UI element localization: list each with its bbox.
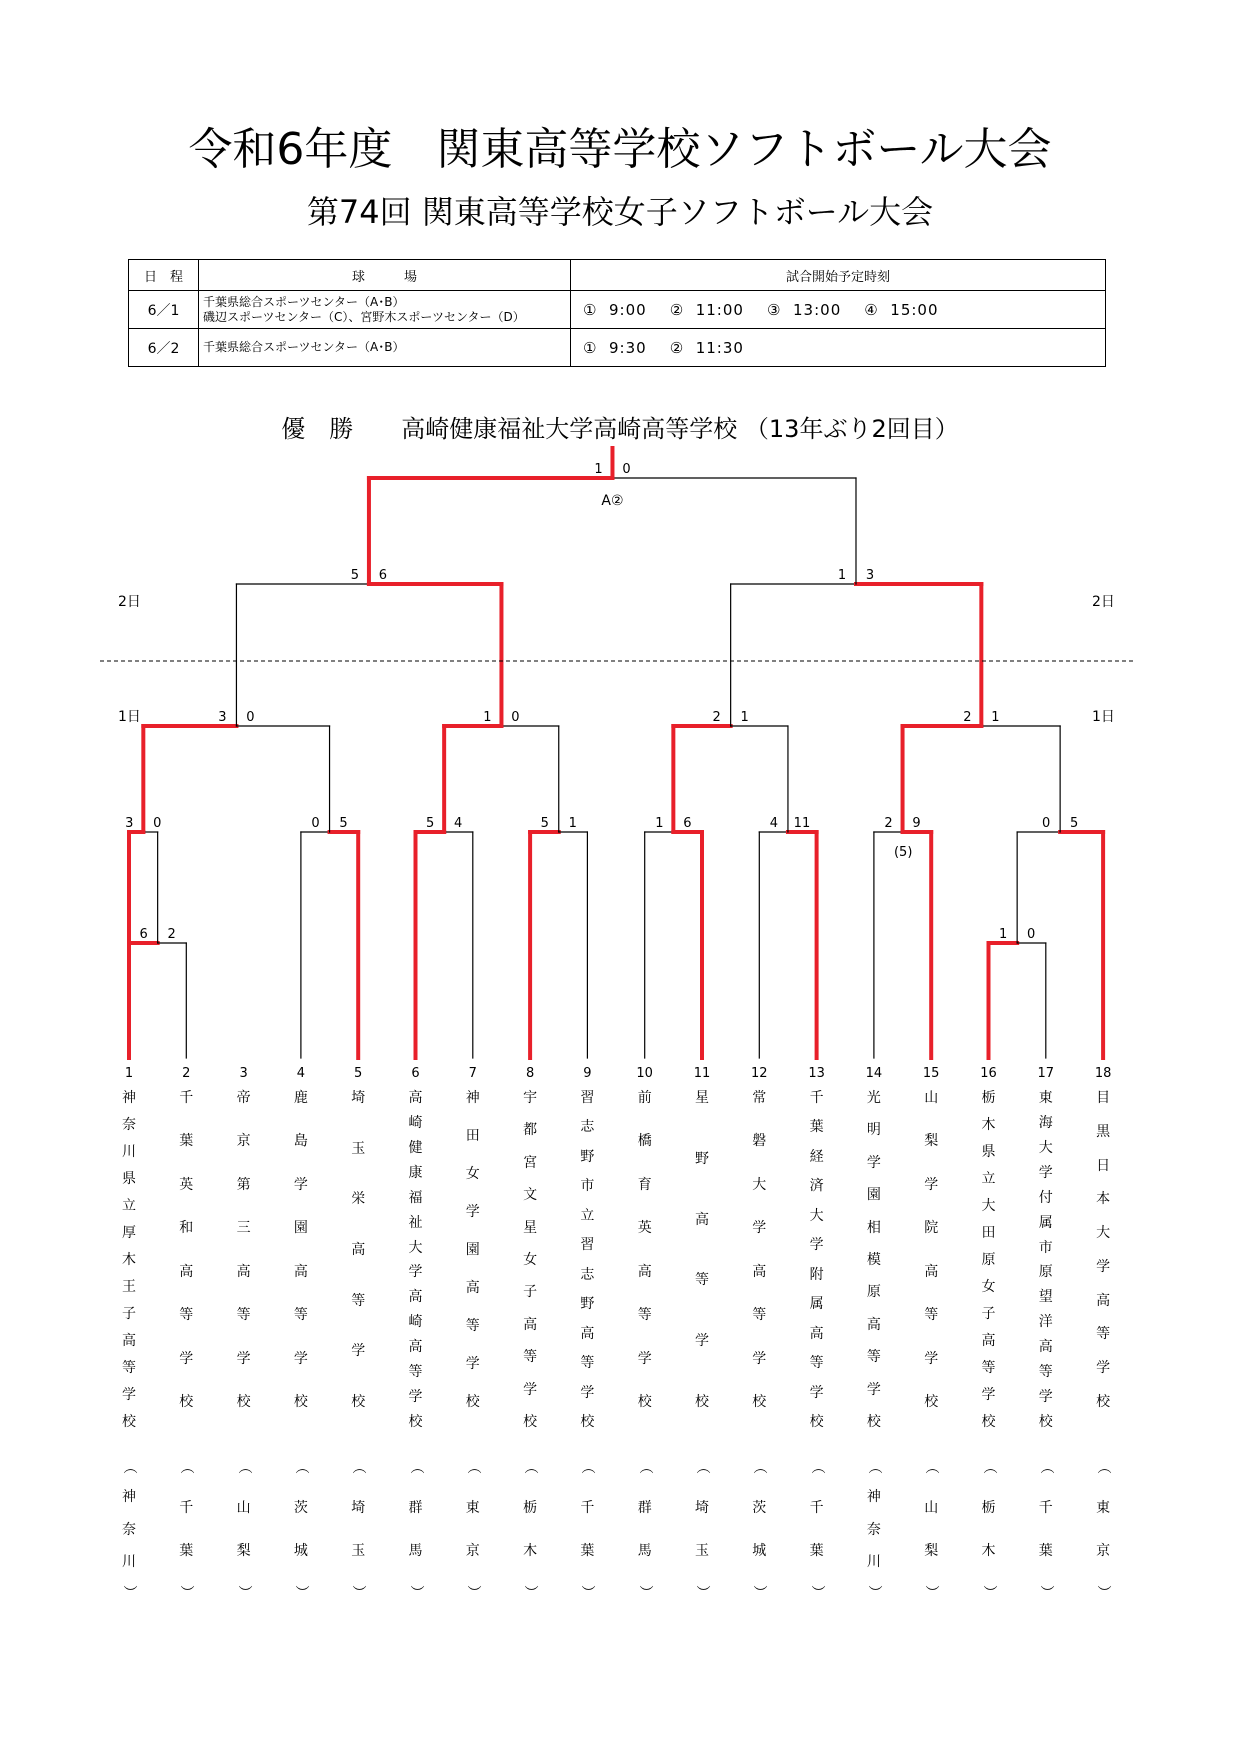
team-name: 東 海 大 学 付 属 市 原 望 洋 高 等 学 校 xyxy=(1038,1090,1053,1430)
team-number: 13 xyxy=(808,1066,825,1081)
team-name: 星 野 高 等 学 校 xyxy=(695,1090,709,1410)
schedule-header-venue: 球 場 xyxy=(199,260,571,291)
schedule-venue-line: 磯辺スポーツセンター（C）、宮野木スポーツセンター（D） xyxy=(203,309,525,324)
schedule-times: ① 9:30 ② 11:30 xyxy=(571,329,1106,367)
match-score-right: 2 xyxy=(167,927,176,942)
team-name: 前 橋 育 英 高 等 学 校 xyxy=(637,1090,652,1410)
team-name: 宇 都 宮 文 星 女 子 高 等 学 校 xyxy=(523,1090,538,1430)
match-score-right: 1 xyxy=(991,710,1000,725)
match-score-left: 5 xyxy=(540,816,549,831)
day2-label-left: 2日 xyxy=(118,594,141,610)
match-score-right: 1 xyxy=(568,816,577,831)
day2-label-right: 2日 xyxy=(1092,594,1115,610)
team-number: 14 xyxy=(865,1066,883,1081)
team-prefecture: （ 千 葉 ） xyxy=(1037,1460,1054,1599)
team-name: 千 葉 経 済 大 学 附 属 高 等 学 校 xyxy=(809,1090,824,1430)
team-number: 3 xyxy=(239,1066,248,1081)
team-prefecture: （ 千 葉 ） xyxy=(579,1460,596,1599)
match-score-left: 0 xyxy=(1041,816,1051,831)
team-prefecture: （ 埼 玉 ） xyxy=(694,1460,710,1599)
team-name: 高 崎 健 康 福 祉 大 学 高 崎 高 等 学 校 xyxy=(408,1090,423,1430)
match-score-right: 0 xyxy=(511,710,520,725)
team-number: 15 xyxy=(922,1066,940,1081)
team-prefecture: （ 栃 木 ） xyxy=(522,1460,539,1599)
team-prefecture: （ 東 京 ） xyxy=(1095,1460,1112,1599)
team-number: 8 xyxy=(525,1066,535,1081)
team-prefecture: （ 群 馬 ） xyxy=(636,1460,653,1599)
team-number: 2 xyxy=(182,1066,191,1081)
match-score-right: 0 xyxy=(622,462,631,477)
schedule-date: 6／1 xyxy=(129,291,199,329)
team-name: 千 葉 英 和 高 等 学 校 xyxy=(179,1090,194,1410)
team-number: 1 xyxy=(124,1066,134,1081)
team-prefecture: （ 群 馬 ） xyxy=(407,1460,424,1599)
team-name: 目 黒 日 本 大 学 高 等 学 校 xyxy=(1096,1090,1111,1410)
team-name: 埼 玉 栄 高 等 学 校 xyxy=(351,1090,366,1410)
match-score-right: 6 xyxy=(683,816,692,831)
champion-note: （13年ぶり2回目） xyxy=(744,415,959,443)
match-score-left: 1 xyxy=(837,568,847,583)
schedule-header-date: 日 程 xyxy=(129,260,199,291)
team-name: 栃 木 県 立 大 田 原 女 子 高 等 学 校 xyxy=(981,1090,996,1430)
match-score-left: 5 xyxy=(426,816,435,831)
match-score-left: 4 xyxy=(769,816,779,831)
team-number: 11 xyxy=(693,1066,711,1081)
team-name: 常 磐 大 学 高 等 学 校 xyxy=(752,1090,767,1410)
match-score-left: 1 xyxy=(655,816,664,831)
match-score-left: 2 xyxy=(884,816,893,831)
team-prefecture: （ 山 梨 ） xyxy=(923,1460,940,1599)
schedule-times: ① 9:00 ② 11:00 ③ 13:00 ④ 15:00 xyxy=(571,291,1106,329)
match-score-right: 11 xyxy=(793,816,811,831)
match-score-left: 6 xyxy=(139,927,148,942)
tiebreak-note: (5) xyxy=(893,845,913,860)
match-score-right: 0 xyxy=(1027,927,1036,942)
match-score-right: 1 xyxy=(740,710,749,725)
schedule-venue-line: 千葉県総合スポーツセンター（A･B） xyxy=(203,294,405,309)
match-score-right: 0 xyxy=(246,710,255,725)
match-score-left: 5 xyxy=(350,568,360,583)
team-prefecture: （ 山 梨 ） xyxy=(235,1460,252,1599)
team-prefecture: （ 東 京 ） xyxy=(464,1460,481,1599)
team-prefecture: （ 茨 城 ） xyxy=(292,1460,309,1599)
schedule-venue-line: 千葉県総合スポーツセンター（A･B） xyxy=(203,340,405,354)
team-number: 12 xyxy=(751,1066,768,1081)
champion-label: 優 勝 xyxy=(281,415,354,443)
team-name: 習 志 野 市 立 習 志 野 高 等 学 校 xyxy=(580,1090,595,1430)
match-score-right: 6 xyxy=(378,568,388,583)
match-score-left: 3 xyxy=(125,816,134,831)
team-prefecture: （ 千 葉 ） xyxy=(808,1460,825,1599)
schedule-date: 6／2 xyxy=(129,329,199,367)
champion-team: 高崎健康福祉大学高崎高等学校 xyxy=(401,415,738,443)
team-number: 16 xyxy=(980,1066,997,1081)
team-prefecture: （ 茨 城 ） xyxy=(751,1460,768,1599)
final-code-label: A② xyxy=(601,493,624,509)
team-name: 神 田 女 学 園 高 等 学 校 xyxy=(465,1090,480,1410)
team-name: 鹿 島 学 園 高 等 学 校 xyxy=(293,1090,308,1410)
team-prefecture: （ 千 葉 ） xyxy=(178,1460,195,1599)
team-number: 10 xyxy=(636,1066,653,1081)
team-number: 5 xyxy=(354,1066,363,1081)
match-score-right: 9 xyxy=(912,816,921,831)
team-number: 7 xyxy=(468,1066,477,1081)
team-prefecture: （ 神 奈 川 ） xyxy=(121,1460,137,1599)
page-title: 令和6年度 関東高等学校ソフトボール大会 xyxy=(188,124,1052,175)
team-prefecture: （ 埼 玉 ） xyxy=(350,1460,367,1599)
team-number: 9 xyxy=(583,1066,592,1081)
match-score-right: 0 xyxy=(153,816,162,831)
match-score-left: 2 xyxy=(963,710,972,725)
team-name: 神 奈 川 県 立 厚 木 王 子 高 等 学 校 xyxy=(122,1090,136,1430)
match-score-left: 3 xyxy=(218,710,227,725)
match-score-left: 1 xyxy=(999,927,1008,942)
match-score-left: 1 xyxy=(483,710,492,725)
match-score-right: 5 xyxy=(339,816,348,831)
day1-label-left: 1日 xyxy=(118,709,141,725)
team-number: 18 xyxy=(1094,1066,1112,1081)
team-name: 帝 京 第 三 高 等 学 校 xyxy=(236,1090,251,1410)
team-number: 17 xyxy=(1037,1066,1055,1081)
team-prefecture: （ 栃 木 ） xyxy=(980,1460,997,1599)
match-score-right: 4 xyxy=(454,816,463,831)
match-score-right: 3 xyxy=(865,568,875,583)
match-score-left: 0 xyxy=(311,816,320,831)
match-score-right: 5 xyxy=(1069,816,1079,831)
schedule-header-times: 試合開始予定時刻 xyxy=(571,260,1106,291)
day1-label-right: 1日 xyxy=(1092,709,1115,725)
match-score-left: 1 xyxy=(594,462,603,477)
team-name: 山 梨 学 院 高 等 学 校 xyxy=(924,1090,939,1410)
team-name: 光 明 学 園 相 模 原 高 等 学 校 xyxy=(866,1090,881,1430)
match-score-left: 2 xyxy=(712,710,721,725)
team-number: 6 xyxy=(411,1066,420,1081)
team-number: 4 xyxy=(296,1066,306,1081)
team-prefecture: （ 神 奈 川 ） xyxy=(865,1460,882,1599)
page-subtitle: 第74回 関東高等学校女子ソフトボール大会 xyxy=(306,193,934,231)
